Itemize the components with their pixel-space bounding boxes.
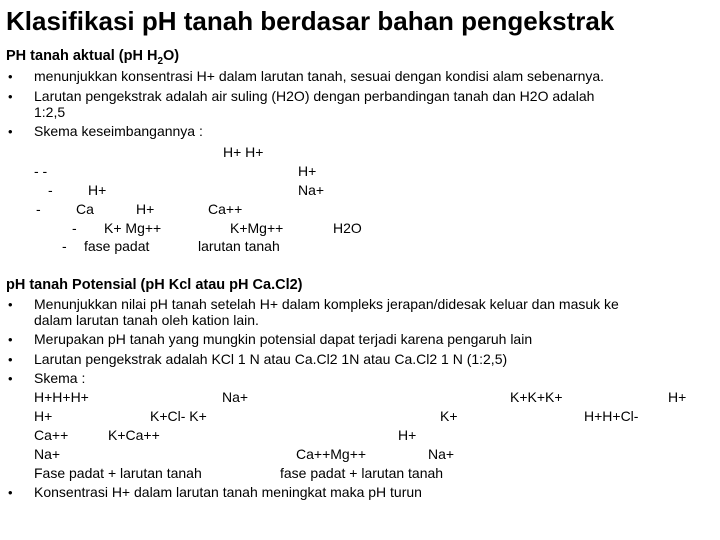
scheme-item: Ca++ — [208, 201, 243, 217]
scheme-item: H+ — [34, 408, 53, 424]
scheme-item: H+ — [88, 182, 107, 198]
bullet-text-continued: dalam larutan tanah oleh kation lain. — [34, 312, 259, 328]
section-heading-actual — [6, 48, 179, 67]
scheme-item: H+ — [136, 201, 155, 217]
bullet-marker: • — [8, 485, 13, 500]
bullet-text: Skema : — [34, 370, 86, 386]
scheme-item: fase padat — [84, 238, 150, 254]
bullet-marker: • — [8, 332, 13, 347]
bullet-marker: • — [8, 124, 13, 139]
page-title: Klasifikasi pH tanah berdasar bahan pengekstrak — [6, 6, 615, 36]
bullet-text-continued: 1:2,5 — [34, 104, 66, 120]
scheme-item: K+Ca++ — [108, 427, 160, 443]
scheme-item: Na+ — [428, 446, 455, 462]
scheme-item: Ca — [76, 201, 94, 217]
scheme-item: Na+ — [34, 446, 61, 462]
scheme-item: K+ Mg++ — [104, 220, 162, 236]
scheme-item: - — [62, 238, 67, 254]
bullet-marker: • — [8, 371, 13, 386]
scheme-item: Ca++ — [34, 427, 69, 443]
scheme-item: - — [36, 201, 41, 217]
scheme-item: H+ — [398, 427, 417, 443]
bullet-marker: • — [8, 69, 13, 84]
scheme-item: larutan tanah — [198, 238, 280, 254]
section-heading-potential: pH tanah Potensial (pH Kcl atau pH Ca.Cl2) — [6, 277, 303, 293]
scheme-item: Na+ — [222, 389, 249, 405]
scheme-item: fase padat + larutan tanah — [280, 465, 444, 481]
heading-text-end: O) — [163, 48, 180, 64]
scheme-item: - — [72, 220, 77, 236]
scheme-item: K+Mg++ — [230, 220, 284, 236]
scheme-item: H+H+H+ — [34, 389, 89, 405]
scheme-item: H2O — [333, 220, 362, 236]
bullet-text: Menunjukkan nilai pH tanah setelah H+ dalam kompleks jerapan/didesak keluar dan masuk ke — [34, 296, 619, 312]
scheme-item: K+K+K+ — [510, 389, 563, 405]
scheme-item: Fase padat + larutan tanah — [34, 465, 202, 481]
scheme-item: Na+ — [298, 182, 325, 198]
bullet-text: Skema keseimbangannya : — [34, 123, 203, 139]
bullet-text: menunjukkan konsentrasi H+ dalam larutan tanah, sesuai dengan kondisi alam sebenarnya. — [34, 68, 605, 84]
heading-text: PH tanah aktual (pH H — [6, 48, 158, 64]
scheme-item: Ca++Mg++ — [296, 446, 367, 462]
bullet-text: Larutan pengekstrak adalah air suling (H2O) dengan perbandingan tanah dan H2O adalah — [34, 88, 595, 104]
bullet-text: Merupakan pH tanah yang mungkin potensial dapat terjadi karena pengaruh lain — [34, 331, 533, 347]
bullet-marker: • — [8, 352, 13, 367]
scheme-item: H+ — [668, 389, 687, 405]
scheme-item: - - — [34, 163, 48, 179]
scheme-item: - — [48, 182, 53, 198]
bullet-text: Larutan pengekstrak adalah KCl 1 N atau Ca.Cl2 1N atau Ca.Cl2 1 N (1:2,5) — [34, 351, 508, 367]
scheme-item: K+Cl- K+ — [150, 408, 207, 424]
heading-subscript: 2 — [157, 55, 164, 67]
bullet-marker: • — [8, 297, 13, 312]
scheme-item: H+ — [298, 163, 317, 179]
scheme-item: H+ H+ — [223, 144, 264, 160]
bullet-marker: • — [8, 89, 13, 104]
scheme-item: K+ — [440, 408, 458, 424]
scheme-item: H+H+Cl- — [584, 408, 639, 424]
bullet-text: Konsentrasi H+ dalam larutan tanah meningkat maka pH turun — [34, 484, 422, 500]
